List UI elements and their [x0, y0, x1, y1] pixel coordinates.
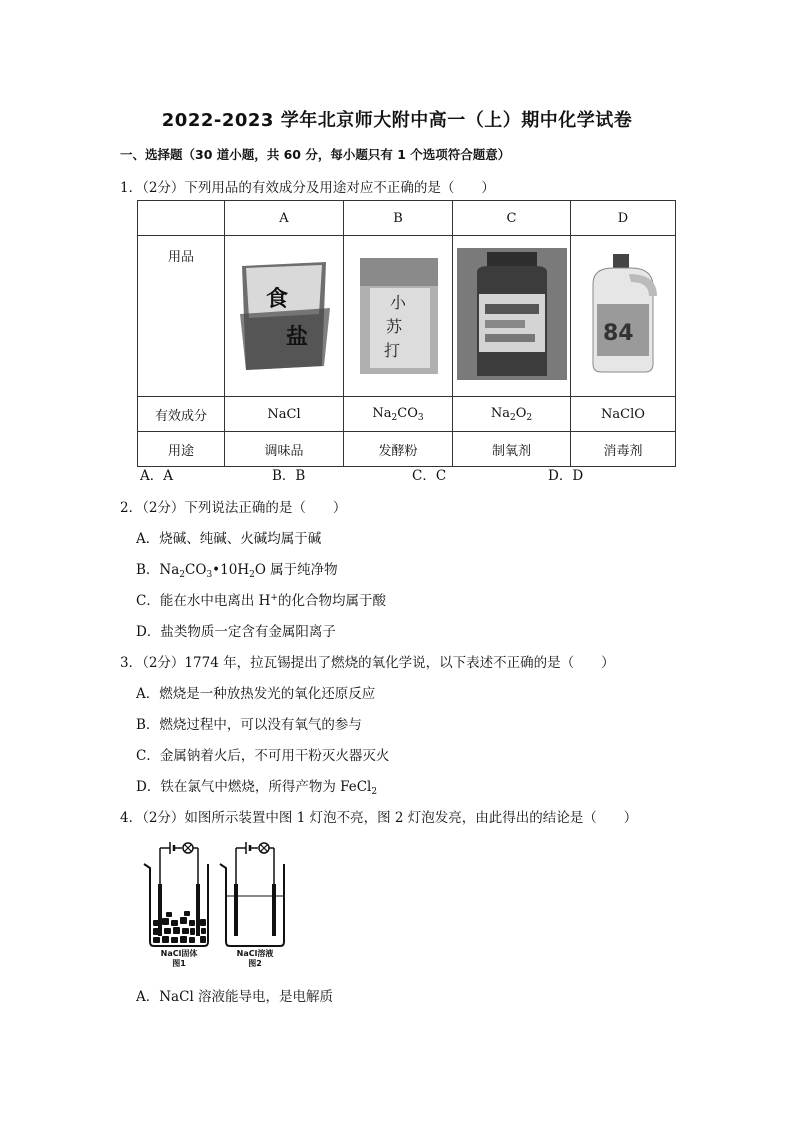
q2-option-a[interactable]: A．烧碱、纯碱、火碱均属于碱	[136, 531, 322, 547]
use-a: 调味品	[225, 432, 344, 467]
q2-stem: 2．（2分）下列说法正确的是（ ）	[120, 500, 347, 516]
q3-option-c[interactable]: C．金属钠着火后，不可用干粉灭火器灭火	[136, 748, 390, 764]
component-c: $Na_2O_2$	[453, 397, 571, 432]
q2-option-d[interactable]: D．盐类物质一定含有金属阳离子	[136, 624, 336, 640]
soda-char-2: 苏	[386, 317, 403, 336]
figure-2-label: NaCl溶液	[236, 949, 274, 958]
conductivity-figure	[140, 840, 290, 970]
q4-option-a[interactable]: A．NaCl 溶液能导电，是电解质	[136, 989, 334, 1005]
use-b: 发酵粉	[344, 432, 453, 467]
q1-stem: 1．（2分）下列用品的有效成分及用途对应不正确的是（ ）	[120, 180, 495, 196]
component-d: NaClO	[571, 397, 676, 432]
figure-1-label: NaCl固体	[160, 949, 198, 958]
q3-option-b[interactable]: B．燃烧过程中，可以没有氧气的参与	[136, 717, 362, 733]
use-d: 消毒剂	[571, 432, 676, 467]
beaker-1	[144, 842, 208, 968]
salt-char-2: 盐	[286, 325, 309, 350]
product-image-disinfectant	[571, 236, 676, 397]
product-image-bottle	[453, 236, 571, 397]
column-header-c: C	[453, 201, 571, 236]
q1-option-a[interactable]: A．A	[140, 468, 173, 484]
component-a: NaCl	[225, 397, 344, 432]
figure-2-number: 图2	[248, 959, 262, 968]
beaker-2	[220, 842, 284, 968]
product-image-salt	[225, 236, 344, 397]
component-b: $Na_2CO_3$	[344, 397, 453, 432]
q4-stem: 4．（2分）如图所示装置中图 1 灯泡不亮，图 2 灯泡发亮，由此得出的结论是（ ）	[120, 810, 638, 826]
q2-option-c[interactable]: C．能在水中电离出 H+的化合物均属于酸	[136, 593, 386, 609]
salt-char-1: 食	[266, 287, 289, 312]
figure-1-number: 图1	[172, 959, 186, 968]
table-corner-cell	[138, 201, 225, 236]
product-image-baking-soda	[344, 236, 453, 397]
disinfectant-label: 84	[603, 321, 634, 346]
row-label-component: 有效成分	[138, 397, 225, 432]
column-header-d: D	[571, 201, 676, 236]
row-label-product: 用品	[138, 236, 225, 397]
q2-option-b[interactable]: B．$Na_2CO_3•10H_2O$ 属于纯净物	[136, 562, 338, 580]
use-c: 制氧剂	[453, 432, 571, 467]
section-heading: 一、选择题（30 道小题，共 60 分，每小题只有 1 个选项符合题意）	[120, 147, 511, 162]
q1-table	[137, 200, 676, 467]
soda-char-3: 打	[384, 341, 401, 360]
q1-option-b[interactable]: B．B	[272, 468, 306, 484]
page-title: 2022-2023 学年北京师大附中高一（上）期中化学试卷	[161, 110, 633, 131]
q1-option-c[interactable]: C．C	[412, 468, 447, 484]
soda-char-1: 小	[390, 293, 407, 312]
q3-stem: 3．（2分）1774 年，拉瓦锡提出了燃烧的氧化学说，以下表述不正确的是（ ）	[120, 655, 615, 671]
row-label-use: 用途	[138, 432, 225, 467]
column-header-a: A	[225, 201, 344, 236]
q3-option-a[interactable]: A．燃烧是一种放热发光的氧化还原反应	[136, 686, 376, 702]
q1-option-d[interactable]: D．D	[548, 468, 584, 484]
q3-option-d[interactable]: D．铁在氯气中燃烧，所得产物为 FeCl$_2$	[136, 779, 378, 797]
column-header-b: B	[344, 201, 453, 236]
